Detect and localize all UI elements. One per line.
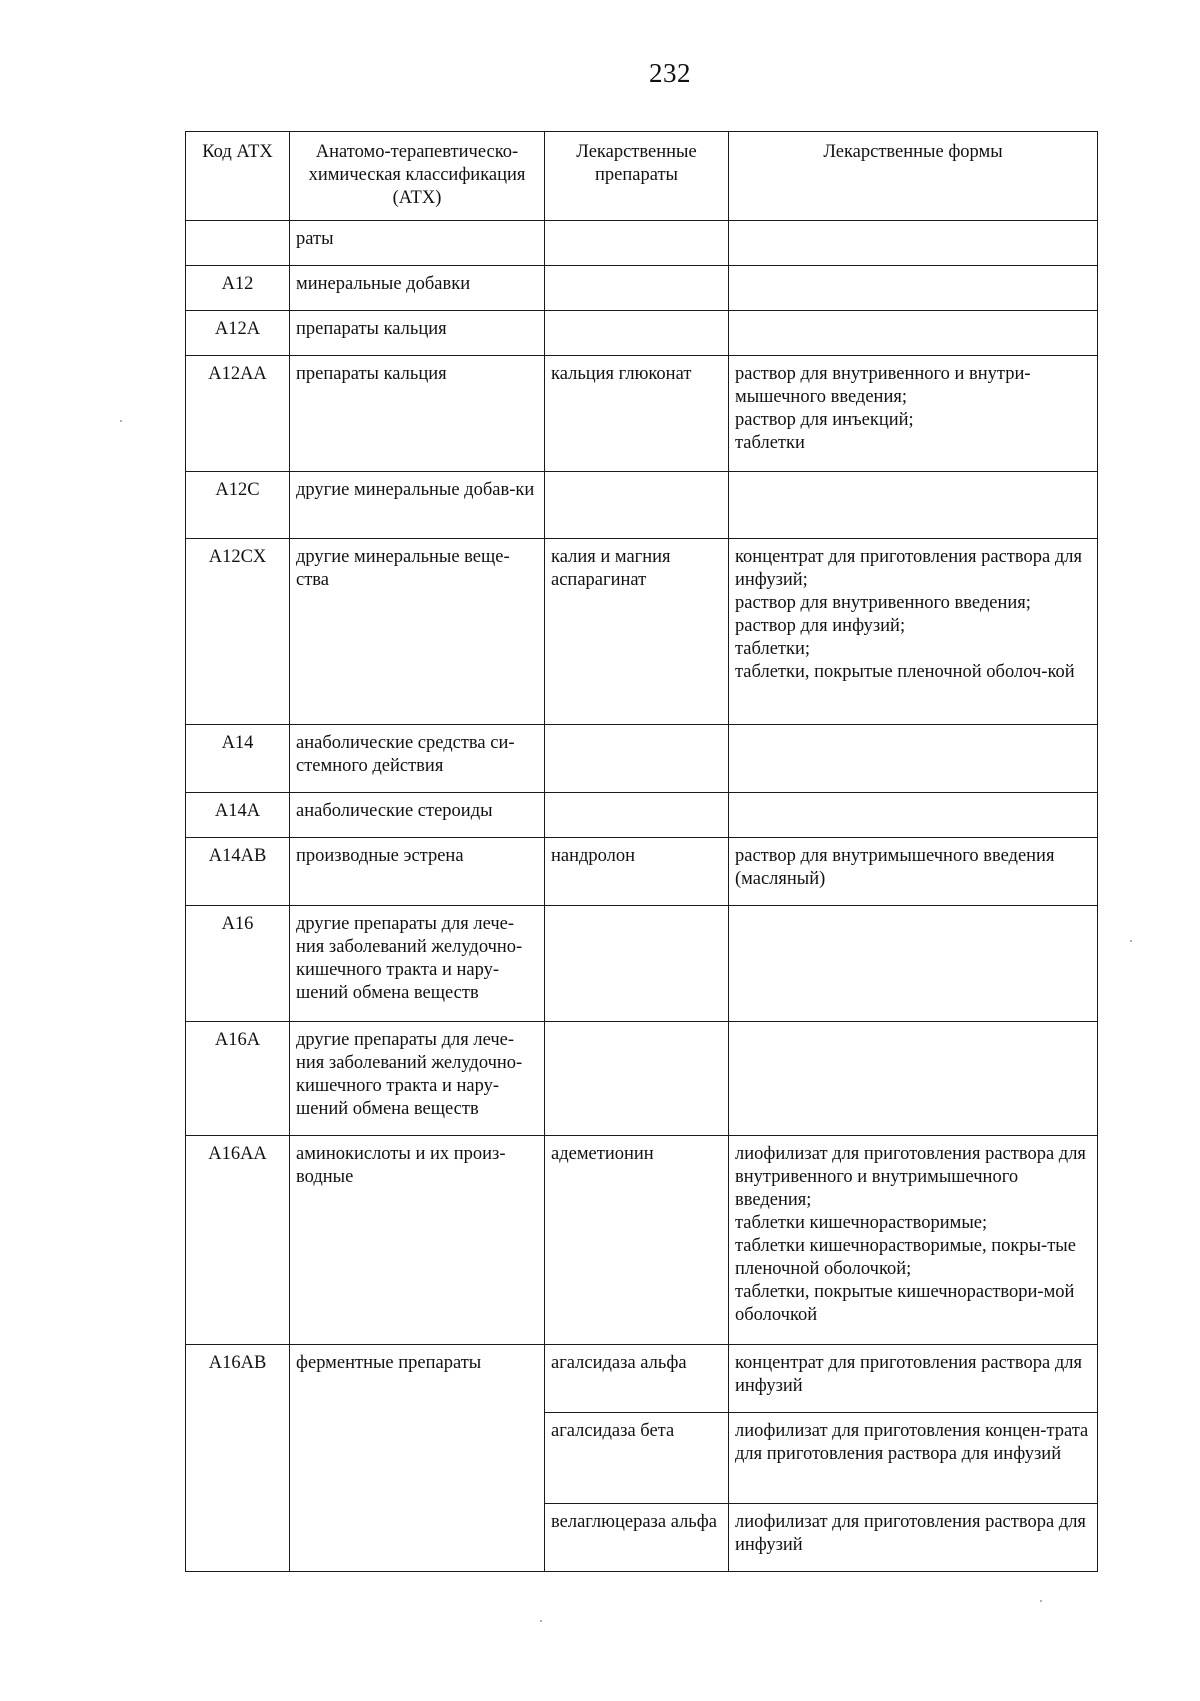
- scan-speck: [1040, 1600, 1042, 1602]
- table-row: [186, 1022, 1098, 1136]
- table-row: [186, 311, 1098, 356]
- classification-cell: другие минеральные добав-ки: [290, 472, 545, 539]
- atc-code-cell: A12CX: [186, 539, 290, 725]
- forms-cell: [729, 221, 1098, 266]
- atc-code-cell: A14A: [186, 793, 290, 838]
- classification-cell: производные эстрена: [290, 838, 545, 906]
- atc-code-cell: A16: [186, 906, 290, 1022]
- scan-speck: [120, 420, 122, 422]
- forms-cell: лиофилизат для приготовления раствора для внутривенного и внутримышечного введения; таблетки кишечнорастворимые; таблетки кишечнорастворимые, покры-тые пленочной оболочкой; таблетки, покрытые кишечнораствори-мой оболочкой: [729, 1136, 1098, 1345]
- forms-cell: [729, 793, 1098, 838]
- classification-cell: раты: [290, 221, 545, 266]
- drug-cell: нандролон: [545, 838, 729, 906]
- atc-code-cell: A14: [186, 725, 290, 793]
- page-number: 232: [649, 58, 691, 88]
- atc-code-cell: A12C: [186, 472, 290, 539]
- drug-cell: [545, 906, 729, 1022]
- drug-cell: кальция глюконат: [545, 356, 729, 472]
- forms-cell: [729, 311, 1098, 356]
- atc-code-cell: A14AB: [186, 838, 290, 906]
- header-drugs: Лекарственные препараты: [545, 132, 729, 221]
- drug-cell: [545, 793, 729, 838]
- table-row: [186, 356, 1098, 472]
- forms-cell: концентрат для приготовления раствора для инфузий; раствор для внутривенного введения; раствор для инфузий; таблетки; таблетки, покрытые пленочной оболоч-кой: [729, 539, 1098, 725]
- table-row: [186, 838, 1098, 906]
- classification-cell: анаболические стероиды: [290, 793, 545, 838]
- header-classification: Анатомо-терапевтическо-химическая классификация (АТХ): [290, 132, 545, 221]
- atc-code-cell: A12AA: [186, 356, 290, 472]
- atc-code-cell: A12: [186, 266, 290, 311]
- forms-cell: концентрат для приготовления раствора для инфузий: [729, 1345, 1098, 1413]
- drug-cell: [545, 311, 729, 356]
- table-row: [186, 906, 1098, 1022]
- drug-cell: [545, 472, 729, 539]
- classification-cell: ферментные препараты: [290, 1345, 545, 1572]
- atc-code-cell: [186, 221, 290, 266]
- table-row: [186, 1345, 1098, 1413]
- forms-cell: лиофилизат для приготовления раствора для инфузий: [729, 1504, 1098, 1572]
- atc-code-cell: A12A: [186, 311, 290, 356]
- atc-table: [185, 131, 1098, 1572]
- classification-cell: анаболические средства си-стемного действия: [290, 725, 545, 793]
- drug-cell: агалсидаза альфа: [545, 1345, 729, 1413]
- forms-cell: [729, 1022, 1098, 1136]
- forms-cell: [729, 725, 1098, 793]
- table-row: [186, 1136, 1098, 1345]
- drug-cell: агалсидаза бета: [545, 1413, 729, 1504]
- table-row: [186, 539, 1098, 725]
- forms-cell: [729, 906, 1098, 1022]
- classification-cell: аминокислоты и их произ-водные: [290, 1136, 545, 1345]
- drug-cell: калия и магния аспарагинат: [545, 539, 729, 725]
- classification-cell: минеральные добавки: [290, 266, 545, 311]
- drug-cell: [545, 221, 729, 266]
- classification-cell: препараты кальция: [290, 311, 545, 356]
- drug-cell: [545, 725, 729, 793]
- table-row: [186, 221, 1098, 266]
- atc-code-cell: A16A: [186, 1022, 290, 1136]
- classification-cell: другие препараты для лече-ния заболеваний желудочно-кишечного тракта и нару-шений обмена веществ: [290, 906, 545, 1022]
- forms-cell: [729, 472, 1098, 539]
- classification-cell: препараты кальция: [290, 356, 545, 472]
- drug-cell: адеметионин: [545, 1136, 729, 1345]
- table-row: [186, 725, 1098, 793]
- scan-speck: [1130, 940, 1132, 942]
- forms-cell: лиофилизат для приготовления концен-трата для приготовления раствора для инфузий: [729, 1413, 1098, 1504]
- drug-cell: [545, 266, 729, 311]
- forms-cell: [729, 266, 1098, 311]
- atc-code-cell: A16AA: [186, 1136, 290, 1345]
- table-row: [186, 793, 1098, 838]
- classification-cell: другие препараты для лече-ния заболеваний желудочно-кишечного тракта и нару-шений обмена веществ: [290, 1022, 545, 1136]
- drug-cell: велаглюцераза альфа: [545, 1504, 729, 1572]
- header-forms: Лекарственные формы: [729, 132, 1098, 221]
- forms-cell: раствор для внутривенного и внутри-мышечного введения; раствор для инъекций; таблетки: [729, 356, 1098, 472]
- table-header-row: [186, 132, 1098, 221]
- classification-cell: другие минеральные веще-ства: [290, 539, 545, 725]
- header-code: Код АТХ: [186, 132, 290, 221]
- scan-speck: [540, 1620, 542, 1622]
- forms-cell: раствор для внутримышечного введения (масляный): [729, 838, 1098, 906]
- table-row: [186, 266, 1098, 311]
- atc-code-cell: A16AB: [186, 1345, 290, 1572]
- drug-cell: [545, 1022, 729, 1136]
- table-row: [186, 472, 1098, 539]
